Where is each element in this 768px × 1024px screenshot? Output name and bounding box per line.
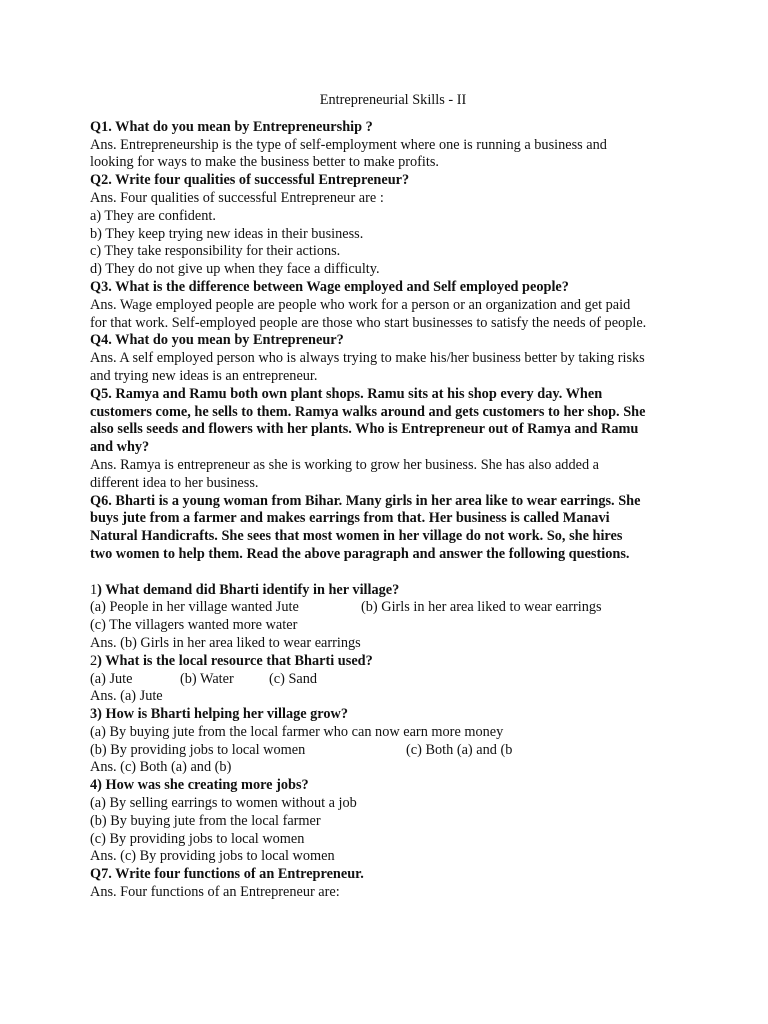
document-title: Entrepreneurial Skills - II: [319, 92, 467, 108]
q6-sub2-question: [90, 653, 690, 671]
q6-sub4-option-c: (c) By providing jobs to local women: [90, 830, 305, 847]
q6-sub1-number: 1: [90, 581, 98, 598]
q1-answer-line-1: Ans. Entrepreneurship is the type of self-employment where one is running a business and: [90, 136, 607, 153]
q3-answer-line-1: Ans. Wage employed people are people who work for a person or an organization and get paid: [90, 296, 631, 313]
q6-sub3-question: 3) How is Bharti helping her village grow?: [90, 706, 349, 723]
q6-sub3-answer: Ans. (c) Both (a) and (b): [90, 759, 232, 776]
q4-answer-line-1: Ans. A self employed person who is always trying to make his/her business better by taking risks: [90, 350, 645, 367]
q6-sub4-question: 4) How was she creating more jobs?: [90, 777, 309, 794]
q6-sub2-option-b: (b) Water: [180, 670, 234, 687]
q6-sub1-question: [90, 582, 690, 600]
q5-question-line-3: also sells seeds and flowers with her plants. Who is Entrepreneur out of Ramya and Ramu: [90, 421, 639, 438]
q2-question: Q2. Write four qualities of successful Entrepreneur?: [90, 172, 410, 189]
q6-sub1-option-a: (a) People in her village wanted Jute: [90, 599, 299, 616]
q6-sub3-option-c: (c) Both (a) and (b: [406, 741, 513, 758]
q6-sub2-number: 2: [90, 652, 98, 669]
q2-answer-intro: Ans. Four qualities of successful Entrepreneur are :: [90, 189, 384, 206]
q5-question-line-1: Q5. Ramya and Ramu both own plant shops. Ramu sits at his shop every day. When: [90, 385, 603, 402]
q6-sub3-option-a: (a) By buying jute from the local farmer who can now earn more money: [90, 723, 504, 740]
q3-answer-line-2: for that work. Self-employed people are those who start businesses to satisfy the needs of people.: [90, 314, 647, 331]
q5-question-line-4: and why?: [90, 439, 150, 456]
q6-sub3-options-row: [90, 742, 690, 760]
q6-sub2-question-text: ) What is the local resource that Bharti used?: [97, 652, 373, 669]
q6-sub2-option-c: (c) Sand: [269, 670, 318, 687]
q6-sub2-options-row: [90, 671, 690, 689]
q2-answer-item: b) They keep trying new ideas in their business.: [90, 225, 364, 242]
q6-question-line-2: buys jute from a farmer and makes earrings from that. Her business is called Manavi: [90, 510, 610, 527]
q6-sub2-answer: Ans. (a) Jute: [90, 688, 163, 705]
q7-answer-line-1: Ans. Four functions of an Entrepreneur are:: [90, 884, 340, 901]
q4-answer-line-2: and trying new ideas is an entrepreneur.: [90, 367, 318, 384]
document-page: [90, 92, 690, 902]
q2-answer-item: c) They take responsibility for their actions.: [90, 243, 341, 260]
q3-question: Q3. What is the difference between Wage employed and Self employed people?: [90, 278, 569, 295]
q6-sub2-option-a: (a) Jute: [90, 670, 133, 687]
q6-question-line-4: two women to help them. Read the above paragraph and answer the following questions.: [90, 545, 630, 562]
paragraph-spacer: [90, 564, 690, 582]
q6-sub1-option-c: (c) The villagers wanted more water: [90, 617, 298, 634]
q6-question-line-3: Natural Handicrafts. She sees that most women in her village do not work. So, she hires: [90, 528, 623, 545]
q5-answer-line-2: different idea to her business.: [90, 474, 259, 491]
q6-question-line-1: Q6. Bharti is a young woman from Bihar. Many girls in her area like to wear earrings. She: [90, 492, 641, 509]
q1-question: Q1. What do you mean by Entrepreneurship ?: [90, 118, 373, 135]
q6-sub3-option-b: (b) By providing jobs to local women: [90, 741, 306, 758]
q2-answer-item: d) They do not give up when they face a difficulty.: [90, 261, 380, 278]
q2-answer-item: a) They are confident.: [90, 207, 216, 224]
q5-answer-line-1: Ans. Ramya is entrepreneur as she is working to grow her business. She has also added a: [90, 456, 600, 473]
q6-sub1-answer: Ans. (b) Girls in her area liked to wear earrings: [90, 634, 361, 651]
q6-sub1-question-text: ) What demand did Bharti identify in her village?: [97, 581, 400, 598]
q6-sub1-options-row: [90, 599, 690, 617]
q7-question: Q7. Write four functions of an Entrepreneur.: [90, 866, 364, 883]
q6-sub4-option-b: (b) By buying jute from the local farmer: [90, 812, 321, 829]
q6-sub4-option-a: (a) By selling earrings to women without a job: [90, 795, 357, 812]
q5-question-line-2: customers come, he sells to them. Ramya walks around and gets customers to her shop. She: [90, 403, 646, 420]
q6-sub1-option-b: (b) Girls in her area liked to wear earrings: [361, 599, 602, 616]
q1-answer-line-2: looking for ways to make the business better to make profits.: [90, 154, 440, 171]
q4-question: Q4. What do you mean by Entrepreneur?: [90, 332, 344, 349]
q6-sub4-answer: Ans. (c) By providing jobs to local women: [90, 848, 335, 865]
